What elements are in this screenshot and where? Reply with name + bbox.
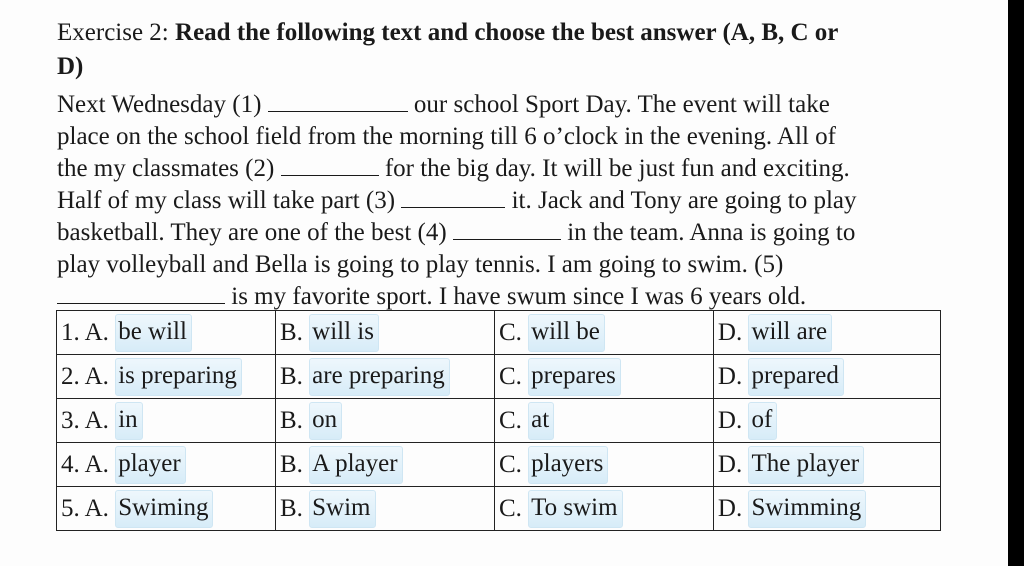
passage-line-4: Half of my class will take part (3) it. Jack and Tony are going to play: [57, 187, 857, 214]
blank-2: [281, 153, 379, 176]
passage-line-7: is my favorite sport. I have swum since I was 6 years old.: [57, 281, 806, 313]
answer-options-table: [56, 310, 941, 531]
blank-1: [268, 89, 408, 112]
blank-4: [453, 217, 561, 240]
option-3d[interactable]: D. of: [713, 399, 940, 443]
option-2d[interactable]: D. prepared: [713, 355, 940, 399]
option-2a[interactable]: 2. A. is preparing: [57, 355, 276, 399]
option-3c[interactable]: C. at: [494, 399, 713, 443]
option-4a[interactable]: 4. A. player: [57, 443, 276, 487]
option-2b[interactable]: B. are preparing: [275, 355, 494, 399]
passage-line-2: place on the school field from the morning till 6 o’clock in the evening. All of: [57, 123, 836, 150]
exercise-instruction: Read the following text and choose the best answer (A, B, C or: [175, 19, 839, 46]
option-5b[interactable]: B. Swim: [275, 487, 494, 531]
option-4c[interactable]: C. players: [494, 443, 713, 487]
option-3b[interactable]: B. on: [275, 399, 494, 443]
option-1b[interactable]: B. will is: [275, 311, 494, 355]
option-5a[interactable]: 5. A. Swiming: [57, 487, 276, 531]
question-row-5: [57, 487, 941, 531]
passage-line-3: the my classmates (2) for the big day. It will be just fun and exciting.: [57, 155, 850, 182]
option-1c[interactable]: C. will be: [494, 311, 713, 355]
option-4b[interactable]: B. A player: [275, 443, 494, 487]
passage-line-1: Next Wednesday (1) our school Sport Day. The event will take: [57, 91, 830, 118]
question-row-3: [57, 399, 941, 443]
blank-3: [401, 185, 505, 208]
option-5d[interactable]: D. Swimming: [713, 487, 940, 531]
option-4d[interactable]: D. The player: [713, 443, 940, 487]
question-row-1: [57, 311, 941, 355]
blank-5: [57, 281, 225, 304]
option-2c[interactable]: C. prepares: [494, 355, 713, 399]
exercise-instruction-cont: D): [57, 53, 84, 80]
question-row-2: [57, 355, 941, 399]
option-1a[interactable]: 1. A. be will: [57, 311, 276, 355]
question-row-4: [57, 443, 941, 487]
option-3a[interactable]: 3. A. in: [57, 399, 276, 443]
passage-line-5: basketball. They are one of the best (4) in the team. Anna is going to: [57, 219, 856, 246]
exercise-label: Exercise 2:: [57, 19, 176, 46]
option-5c[interactable]: C. To swim: [494, 487, 713, 531]
option-1d[interactable]: D. will are: [713, 311, 940, 355]
exercise-heading: [57, 16, 957, 84]
passage-line-6: play volleyball and Bella is going to play tennis. I am going to swim. (5): [57, 251, 784, 278]
